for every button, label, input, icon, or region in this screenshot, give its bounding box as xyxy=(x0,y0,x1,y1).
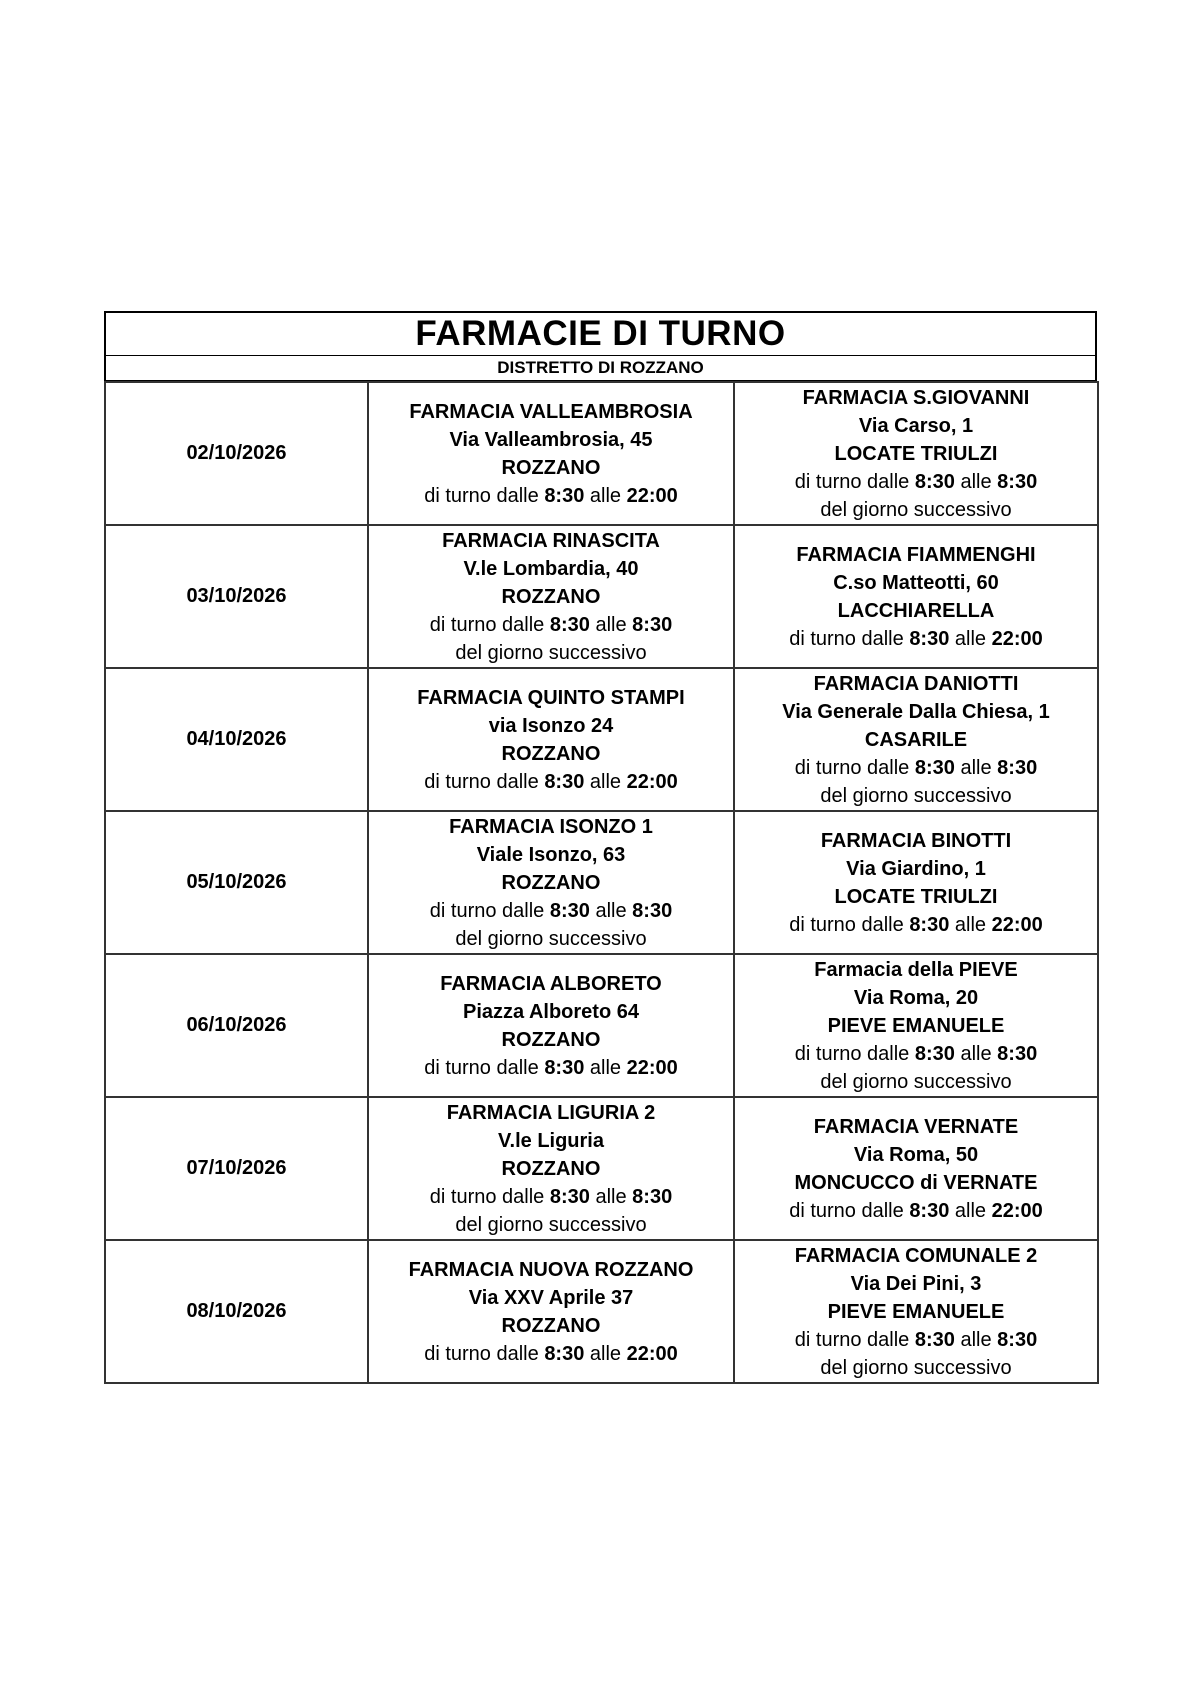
hours-to: 22:00 xyxy=(991,913,1043,936)
hours-to: 8:30 xyxy=(632,899,673,922)
pharmacy-address: C.so Matteotti, 60 xyxy=(833,571,999,594)
hours-mid: alle xyxy=(589,770,622,793)
pharmacy-entry xyxy=(369,1099,733,1239)
pharmacy-city: ROZZANO xyxy=(501,1157,601,1180)
hours-to: 22:00 xyxy=(626,770,678,793)
pharmacy-city: PIEVE EMANUELE xyxy=(827,1014,1005,1037)
pharmacy-entry xyxy=(735,670,1097,810)
duty-hours xyxy=(369,768,733,796)
pharmacy-name: FARMACIA ISONZO 1 xyxy=(449,815,653,838)
hours-to: 22:00 xyxy=(991,1199,1043,1222)
pharmacy-entry xyxy=(735,541,1097,653)
pharmacy-entry xyxy=(369,1256,733,1368)
next-day-note: del giorno successivo xyxy=(455,641,647,664)
duty-date: 05/10/2026 xyxy=(105,811,368,954)
pharmacy-cell-left xyxy=(368,811,734,954)
duty-pharmacy-sheet xyxy=(104,311,1097,1384)
hours-to: 8:30 xyxy=(997,1042,1038,1065)
hours-mid: alle xyxy=(954,1199,987,1222)
pharmacy-entry xyxy=(735,827,1097,939)
hours-from: 8:30 xyxy=(914,470,955,493)
duty-hours xyxy=(735,754,1097,782)
pharmacy-name: Farmacia della PIEVE xyxy=(814,958,1018,981)
pharmacy-cell-right xyxy=(734,1097,1098,1240)
hours-prefix: di turno dalle xyxy=(424,770,539,793)
hours-prefix: di turno dalle xyxy=(789,1199,904,1222)
page-title: FARMACIE DI TURNO xyxy=(104,311,1097,356)
pharmacy-name: FARMACIA QUINTO STAMPI xyxy=(417,686,685,709)
pharmacy-city: ROZZANO xyxy=(501,871,601,894)
next-day-note: del giorno successivo xyxy=(820,1070,1012,1093)
hours-from: 8:30 xyxy=(544,484,585,507)
hours-from: 8:30 xyxy=(914,1328,955,1351)
duty-date: 08/10/2026 xyxy=(105,1240,368,1383)
pharmacy-name: FARMACIA COMUNALE 2 xyxy=(794,1244,1038,1267)
hours-mid: alle xyxy=(595,613,627,636)
pharmacy-name: FARMACIA VALLEAMBROSIA xyxy=(409,400,693,423)
hours-prefix: di turno dalle xyxy=(429,1185,545,1208)
hours-mid: alle xyxy=(589,484,622,507)
pharmacy-address: Via Valleambrosia, 45 xyxy=(449,428,653,451)
pharmacy-entry xyxy=(369,970,733,1082)
hours-from: 8:30 xyxy=(544,1342,585,1365)
hours-from: 8:30 xyxy=(549,613,590,636)
duty-hours xyxy=(735,1326,1097,1354)
next-day-note: del giorno successivo xyxy=(455,1213,647,1236)
hours-mid: alle xyxy=(954,913,987,936)
pharmacy-city: ROZZANO xyxy=(501,585,601,608)
pharmacy-address: Via Carso, 1 xyxy=(858,414,974,437)
pharmacy-address: Via Roma, 20 xyxy=(853,986,979,1009)
pharmacy-name: FARMACIA LIGURIA 2 xyxy=(446,1101,656,1124)
hours-prefix: di turno dalle xyxy=(429,613,545,636)
pharmacy-address: Via Roma, 50 xyxy=(853,1143,979,1166)
pharmacy-cell-right xyxy=(734,1240,1098,1383)
hours-prefix: di turno dalle xyxy=(789,627,904,650)
hours-from: 8:30 xyxy=(549,1185,590,1208)
pharmacy-city: ROZZANO xyxy=(501,456,601,479)
pharmacy-entry xyxy=(735,1242,1097,1382)
hours-mid: alle xyxy=(960,470,992,493)
duty-hours xyxy=(735,625,1097,653)
pharmacy-cell-right xyxy=(734,382,1098,525)
hours-mid: alle xyxy=(589,1056,622,1079)
pharmacy-cell-left xyxy=(368,1240,734,1383)
hours-prefix: di turno dalle xyxy=(794,1328,910,1351)
hours-to: 8:30 xyxy=(632,613,673,636)
hours-prefix: di turno dalle xyxy=(424,1056,539,1079)
pharmacy-entry xyxy=(369,527,733,667)
pharmacy-name: FARMACIA ALBORETO xyxy=(440,972,662,995)
table-row xyxy=(105,382,1098,525)
table-row xyxy=(105,525,1098,668)
next-day-note: del giorno successivo xyxy=(820,1356,1012,1379)
duty-hours xyxy=(735,1040,1097,1068)
hours-mid: alle xyxy=(960,1042,992,1065)
next-day-note: del giorno successivo xyxy=(820,784,1012,807)
duty-hours xyxy=(369,1340,733,1368)
pharmacy-name: FARMACIA S.GIOVANNI xyxy=(802,386,1030,409)
pharmacy-name: FARMACIA BINOTTI xyxy=(820,829,1012,852)
pharmacy-address: via Isonzo 24 xyxy=(488,714,614,737)
hours-prefix: di turno dalle xyxy=(424,484,539,507)
pharmacy-entry xyxy=(369,398,733,510)
hours-prefix: di turno dalle xyxy=(424,1342,539,1365)
hours-from: 8:30 xyxy=(549,899,590,922)
pharmacy-entry xyxy=(735,1113,1097,1225)
hours-mid: alle xyxy=(595,899,627,922)
duty-hours xyxy=(735,1197,1097,1225)
table-row xyxy=(105,811,1098,954)
hours-to: 22:00 xyxy=(626,1056,678,1079)
hours-prefix: di turno dalle xyxy=(429,899,545,922)
pharmacy-address: Via Dei Pini, 3 xyxy=(850,1272,982,1295)
pharmacy-name: FARMACIA RINASCITA xyxy=(442,529,660,552)
hours-prefix: di turno dalle xyxy=(794,470,910,493)
hours-to: 8:30 xyxy=(997,756,1038,779)
duty-hours xyxy=(735,468,1097,496)
hours-from: 8:30 xyxy=(914,1042,955,1065)
hours-from: 8:30 xyxy=(909,627,950,650)
hours-to: 22:00 xyxy=(626,1342,678,1365)
hours-mid: alle xyxy=(954,627,987,650)
duty-hours xyxy=(369,1054,733,1082)
hours-mid: alle xyxy=(960,756,992,779)
schedule-table xyxy=(104,381,1099,1384)
duty-hours xyxy=(735,911,1097,939)
table-row xyxy=(105,1240,1098,1383)
pharmacy-entry xyxy=(735,956,1097,1096)
hours-mid: alle xyxy=(589,1342,622,1365)
pharmacy-entry xyxy=(369,813,733,953)
duty-date: 06/10/2026 xyxy=(105,954,368,1097)
pharmacy-city: ROZZANO xyxy=(501,742,601,765)
duty-hours xyxy=(369,611,733,639)
pharmacy-name: FARMACIA NUOVA ROZZANO xyxy=(408,1258,694,1281)
hours-from: 8:30 xyxy=(914,756,955,779)
duty-date: 02/10/2026 xyxy=(105,382,368,525)
duty-hours xyxy=(369,482,733,510)
pharmacy-city: PIEVE EMANUELE xyxy=(827,1300,1005,1323)
next-day-note: del giorno successivo xyxy=(455,927,647,950)
pharmacy-address: V.le Lombardia, 40 xyxy=(463,557,639,580)
pharmacy-cell-right xyxy=(734,811,1098,954)
hours-mid: alle xyxy=(595,1185,627,1208)
hours-to: 22:00 xyxy=(991,627,1043,650)
duty-date: 04/10/2026 xyxy=(105,668,368,811)
pharmacy-address: Piazza Alboreto 64 xyxy=(463,1000,639,1023)
table-row xyxy=(105,954,1098,1097)
pharmacy-name: FARMACIA VERNATE xyxy=(813,1115,1019,1138)
pharmacy-city: LACCHIARELLA xyxy=(837,599,995,622)
pharmacy-entry xyxy=(369,684,733,796)
pharmacy-address: V.le Liguria xyxy=(498,1129,604,1152)
pharmacy-address: Via Giardino, 1 xyxy=(846,857,986,880)
hours-from: 8:30 xyxy=(544,1056,585,1079)
pharmacy-cell-left xyxy=(368,525,734,668)
pharmacy-cell-left xyxy=(368,1097,734,1240)
hours-prefix: di turno dalle xyxy=(794,756,910,779)
schedule-body xyxy=(105,382,1098,1383)
table-row xyxy=(105,1097,1098,1240)
hours-from: 8:30 xyxy=(544,770,585,793)
pharmacy-city: ROZZANO xyxy=(501,1028,601,1051)
pharmacy-city: LOCATE TRIULZI xyxy=(834,885,998,908)
pharmacy-city: CASARILE xyxy=(864,728,968,751)
pharmacy-cell-left xyxy=(368,954,734,1097)
pharmacy-cell-right xyxy=(734,954,1098,1097)
duty-date: 07/10/2026 xyxy=(105,1097,368,1240)
pharmacy-city: MONCUCCO di VERNATE xyxy=(794,1171,1038,1194)
hours-prefix: di turno dalle xyxy=(789,913,904,936)
pharmacy-cell-right xyxy=(734,668,1098,811)
pharmacy-entry xyxy=(735,384,1097,524)
hours-to: 8:30 xyxy=(997,470,1038,493)
pharmacy-name: FARMACIA DANIOTTI xyxy=(813,672,1019,695)
pharmacy-address: Via Generale Dalla Chiesa, 1 xyxy=(782,700,1050,723)
pharmacy-city: LOCATE TRIULZI xyxy=(834,442,998,465)
duty-hours xyxy=(369,897,733,925)
hours-to: 8:30 xyxy=(632,1185,673,1208)
hours-to: 22:00 xyxy=(626,484,678,507)
district-subtitle: DISTRETTO DI ROZZANO xyxy=(104,356,1097,381)
table-row xyxy=(105,668,1098,811)
pharmacy-address: Via XXV Aprile 37 xyxy=(468,1286,634,1309)
hours-prefix: di turno dalle xyxy=(794,1042,910,1065)
pharmacy-address: Viale Isonzo, 63 xyxy=(476,843,626,866)
hours-from: 8:30 xyxy=(909,913,950,936)
next-day-note: del giorno successivo xyxy=(820,498,1012,521)
hours-from: 8:30 xyxy=(909,1199,950,1222)
pharmacy-cell-left xyxy=(368,382,734,525)
pharmacy-city: ROZZANO xyxy=(501,1314,601,1337)
duty-date: 03/10/2026 xyxy=(105,525,368,668)
hours-mid: alle xyxy=(960,1328,992,1351)
duty-hours xyxy=(369,1183,733,1211)
pharmacy-cell-left xyxy=(368,668,734,811)
pharmacy-name: FARMACIA FIAMMENGHI xyxy=(796,543,1036,566)
hours-to: 8:30 xyxy=(997,1328,1038,1351)
pharmacy-cell-right xyxy=(734,525,1098,668)
